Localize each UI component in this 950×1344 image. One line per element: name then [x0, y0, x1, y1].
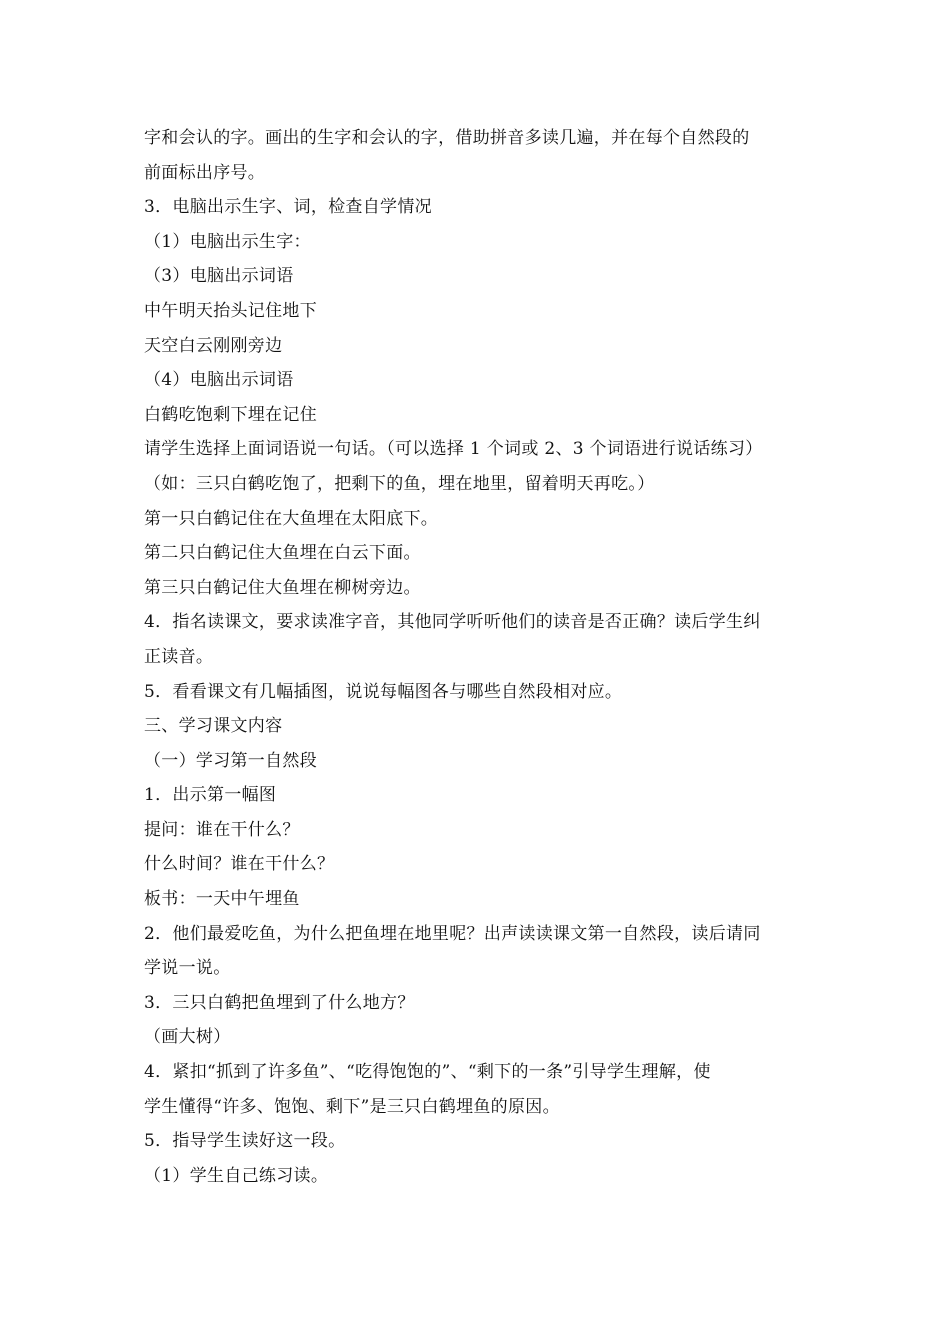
text-line: 什么时间？谁在干什么？	[144, 854, 335, 875]
text-line: 学说一说。	[144, 958, 231, 979]
text-line: 5．看看课文有几幅插图，说说每幅图各与哪些自然段相对应。	[144, 681, 623, 702]
text-line: 字和会认的字。画出的生字和会认的字，借助拼音多读几遍，并在每个自然段的	[144, 128, 750, 148]
text-line: 前面标出序号。	[144, 162, 266, 183]
text-line: 第二只白鹤记住大鱼埋在白云下面。	[144, 543, 421, 564]
text-line: 3．电脑出示生字、词，检查自学情况	[144, 197, 432, 218]
document-body	[144, 121, 824, 1193]
text-line: （3）电脑出示词语	[144, 266, 294, 287]
text-line: 学生懂得“许多、饱饱、剩下”是三只白鹤埋鱼的原因。	[144, 1096, 560, 1117]
subsection-heading: （一）学习第一自然段	[144, 750, 317, 771]
text-line: 中午明天抬头记住地下	[144, 300, 317, 321]
text-line: 5．指导学生读好这一段。	[144, 1131, 346, 1152]
text-line: （4）电脑出示词语	[144, 370, 294, 391]
text-line: 请学生选择上面词语说一句话。（可以选择 1 个词或 2、3 个词语进行说话练习）	[144, 439, 763, 460]
text-line: 板书：一天中午埋鱼	[144, 889, 300, 910]
text-line: 4．指名读课文，要求读准字音，其他同学听听他们的读音是否正确？读后学生纠	[144, 612, 761, 633]
text-line: 1．出示第一幅图	[144, 785, 277, 806]
text-line: 提问：谁在干什么？	[144, 819, 300, 840]
text-line: （画大树）	[144, 1027, 231, 1048]
text-line: 3．三只白鹤把鱼埋到了什么地方？	[144, 992, 415, 1013]
text-line: 正读音。	[144, 646, 214, 667]
text-line: （1）学生自己练习读。	[144, 1165, 329, 1186]
text-line: 2．他们最爱吃鱼，为什么把鱼埋在地里呢？出声读读课文第一自然段，读后请同	[144, 923, 761, 944]
text-line: 白鹤吃饱剩下埋在记住	[144, 404, 317, 425]
text-line: 天空白云刚刚旁边	[144, 335, 283, 356]
text-line: 第三只白鹤记住大鱼埋在柳树旁边。	[144, 577, 421, 598]
text-line: （如：三只白鹤吃饱了，把剩下的鱼，埋在地里，留着明天再吃。）	[144, 473, 655, 494]
text-line: 4．紧扣“抓到了许多鱼”、“吃得饱饱的”、“剩下的一条”引导学生理解，使	[144, 1062, 711, 1083]
section-heading: 三、学习课文内容	[144, 716, 283, 737]
text-line: 第一只白鹤记住在大鱼埋在太阳底下。	[144, 508, 439, 529]
text-line: （1）电脑出示生字：	[144, 231, 311, 252]
